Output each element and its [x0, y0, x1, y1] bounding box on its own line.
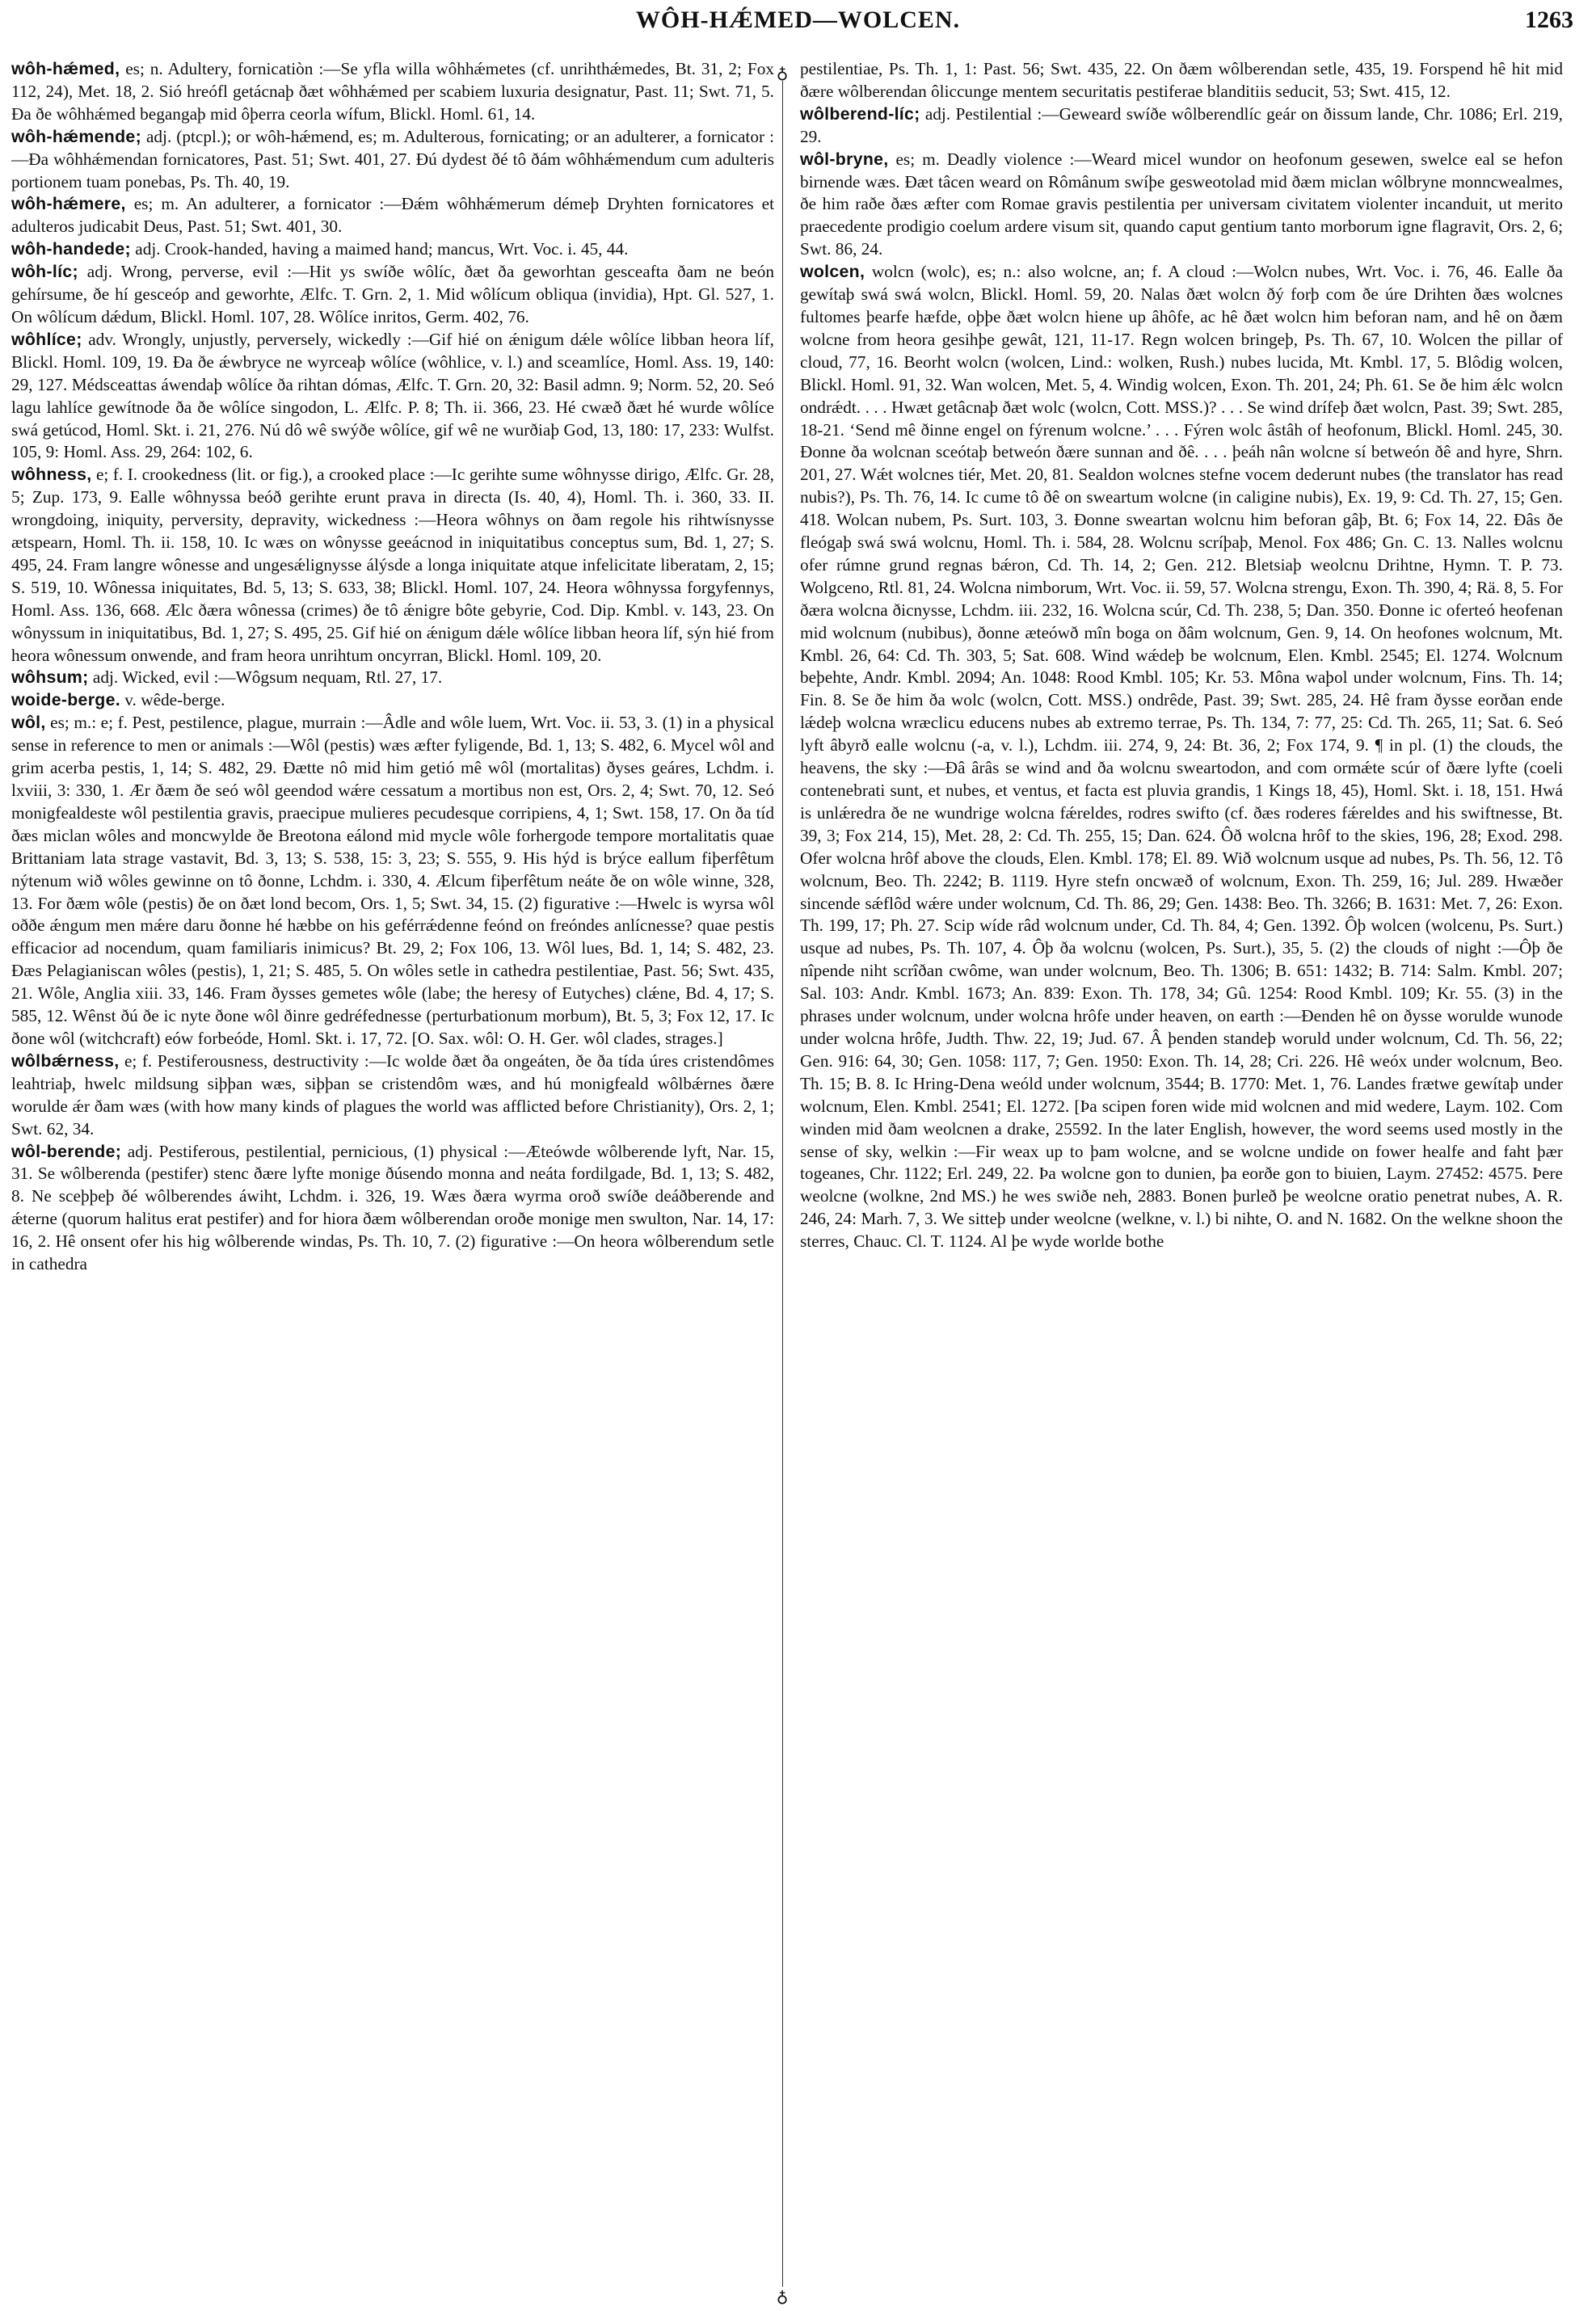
entry-body: adj. (ptcpl.); or wôh-hǽmend, es; m. Adulterous, fornicating; or an adulterer, a fornicator :—Ða wôhhǽmendan fornicatores, Past. 51; Swt. 401, 27. Ðú dydest ðé tô ðám wôhhǽmendum cum adulteris portionem tuam ponebas, Ps. Th. 40, 19.	[11, 126, 774, 192]
entry-headword: wôl-berende;	[11, 1141, 122, 1161]
entry-headword: wôhness,	[11, 465, 92, 485]
gutter-ornament-top: ♁	[773, 63, 791, 81]
entry-body: adj. Wicked, evil :—Wôgsum nequam, Rtl. 27, 17.	[88, 667, 443, 688]
dictionary-entry	[11, 464, 774, 667]
dictionary-entry	[11, 667, 774, 689]
entry-body: e; f. Pestiferousness, destructivity :—Ic wolde ðæt ða ongeáten, ðe ða tída úres cristendômes leahtriaþ, hwelc mildsung siþþan wæs, siþþan se cristendôm wæs, and hú monigfeald wôlbǽrnes ðære worulde ǽr ðam wæs (with how many kinds of plagues the world was afflicted before Christianity), Ors. 2, 1; Swt. 62, 34.	[11, 1050, 774, 1139]
page-header	[0, 0, 1596, 48]
running-head: WÔH-HǼMED—WOLCEN.	[635, 6, 961, 33]
dictionary-entry	[11, 261, 774, 329]
entry-body: adj. Wrong, perverse, evil :—Hit ys swíðe wôlíc, ðæt ða geworhtan gesceafta ðam ne beón gehírsume, ðe hí gesceóp and geworhte, Ælfc. T. Grn. 2, 1. Mid wôlícum obliqua (invidia), Hpt. Gl. 527, 1. On wôlícum dǽdum, Blickl. Homl. 107, 28. Wôlíce inritos, Germ. 402, 76.	[11, 262, 774, 326]
dictionary-entry	[11, 126, 774, 194]
entry-body: v. wêde-berge.	[120, 690, 225, 710]
column-divider	[782, 71, 783, 2301]
entry-headword: wôhsum;	[11, 667, 89, 688]
entry-headword: wôl-bryne,	[800, 149, 889, 169]
entry-body: adj. Pestilential :—Geweard swíðe wôlberendlíc geár on ðissum lande, Chr. 1086; Erl. 219, 29.	[800, 103, 1563, 146]
entry-body: adv. Wrongly, unjustly, perversely, wickedly :—Gif hié on ǽnigum dǽle wôlíce libban heora líf, Blickl. Homl. 109, 19. Ða ðe ǽwbryce ne wyrceaþ wôlíce (wôhlice, v. l.) and sceamlíce, Homl. Ass. 19, 140: 29, 127. Médsceattas áwendaþ wôlíce ða rihtan dómas, Ælfc. T. Grn. 20, 32: Basil admn. 9; Norm. 52, 20. Seó lagu lahlíce gewítnode ða ðe wôlíce singodon, L. Ælfc. P. 8; Th. ii. 366, 23. Hé cwæð ðæt hé wurde wôlíce swá getúcod, Homl. Skt. i. 21, 276. Nú dô wê swýðe wôlíce, gif wê ne wurðiaþ God, 13, 180: 17, 233: Wulfst. 105, 9: Homl. Ass. 29, 264: 102, 6.	[11, 329, 774, 462]
entry-body: es; m.: e; f. Pest, pestilence, plague, murrain :—Âdle and wôle luem, Wrt. Voc. ii. 53, 3. (1) in a physical sense in reference to men or animals :—Wôl (pestis) wæs æfter fyligende, Bd. 1, 13; S. 482, 6. Mycel wôl and grim acerba pestis, 1, 14; S. 482, 29. Ðætte nô mid him getió mê wôl (mortalitas) ðyses geáres, Lchdm. i. lxviii, 3: 330, 1. Ær ðæm ðe seó wôl geendod wǽre cessatum a mortibus non est, Ors. 2, 4; Swt. 70, 12. Seó monigfealdeste wôl pestilentia gravis, praecipue mulieres pecudesque corripiens, 4, 1; Swt. 158, 17. On ða tíd ðæs miclan wôles and moncwylde ðe Breotona eálond mid mycle wôle forhergode tempore mortalitatis quae Brittaniam lata strage vastavit, Bd. 3, 13; S. 538, 15: 3, 23; S. 555, 9. His hýd is brýce eallum fiþerfêtum nýtenum wið wôles gewinne on tô ðonne, Lchdm. i. 330, 4. Ælcum fiþerfêtum neáte ðe on wôle winne, 328, 13. For ðæm wôle (pestis) ðe on ðæt lond becom, Ors. 1, 5; Swt. 34, 15. (2) figurative :—Hwelc is wyrsa wôl oððe ǽngum men mǽre daru ðonne hé hæbbe on his geférrǽdenne feónd on freóndes anlícnesse? quae pestis efficacior ad nocendum, quam familiaris inimicus? Bt. 29, 2; Fox 106, 13. Wôl lues, Bd. 1, 14; S. 482, 23. Ðæs Pelagianiscan wôles (pestis), 1, 21; S. 485, 5. On wôles setle in cathedra pestilentiae, Past. 56; Swt. 435, 21. Wôle, Anglia xiii. 33, 146. Fram ðysses gemetes wôle (labe; the heresy of Eutyches) clǽne, Bd. 4, 17; S. 585, 12. Wênst ðú ðe ic nyte ðone wôl ðinre gedréfednesse (perturbationum morbum), Bt. 5, 3; Fox 12, 17. Ic ðone wôl (witchcraft) eów forbeóde, Homl. Skt. i. 17, 72. [O. Sax. wôl: O. H. Ger. wôl clades, strages.]	[11, 713, 774, 1048]
entry-body: es; m. An adulterer, a fornicator :—Ðǽm wôhhǽmerum démeþ Dryhten fornicatores et adulteros judicabit Deus, Past. 51; Swt. 401, 30.	[11, 194, 774, 237]
entry-body: pestilentiae, Ps. Th. 1, 1: Past. 56; Swt. 435, 22. On ðæm wôlberendan setle, 435, 19. Forspend hê hit mid ðære wôlberendan ôliccunge mentem securitatis pestiferae blanditiis seducit, 53; Swt. 415, 12.	[800, 59, 1563, 101]
entry-body: es; m. Deadly violence :—Weard micel wundor on heofonum gesewen, swelce eal se hefon birnende wæs. Ðæt tâcen weard on Rômânum swíþe gesweotolad mid ðæm miclan wôlbryne monncwealmes, ðe him raðe ðæs æfter com Romae gravis pestilentia per universam civitatem violenter incanduit, ut merito praecedente prodigio coelum ardere visum sit, quando caput gentium tanto morborum igne flagravit, Ors. 2, 6; Swt. 86, 24.	[800, 149, 1563, 259]
entry-headword: wôl,	[11, 713, 46, 733]
left-column	[11, 58, 774, 2296]
entry-headword: wôh-handede;	[11, 239, 131, 259]
entry-headword: wôlberend-líc;	[800, 103, 920, 124]
right-column	[800, 58, 1563, 2296]
dictionary-entry	[11, 689, 774, 712]
entry-headword: wôhlíce;	[11, 329, 82, 349]
dictionary-entry	[800, 261, 1563, 1253]
dictionary-entry	[800, 103, 1563, 149]
entry-headword: wôh-líc;	[11, 262, 78, 282]
entry-headword: wolcen,	[800, 262, 865, 282]
entry-body: es; n. Adultery, fornicatiòn :—Se yfla willa wôhhǽmetes (cf. unrihthǽmedes, Bt. 31, 2; Fox 112, 24), Met. 18, 2. Sió hreófl getácnaþ ðæt wôhhǽmed per scabiem luxuria designatur, Past. 11; Swt. 71, 5. Ða ðe wôhhǽmed begangaþ mid ôþerra ceorla wífum, Blickl. Homl. 61, 14.	[11, 59, 774, 124]
entry-headword: wôh-hǽmere,	[11, 194, 126, 214]
entry-headword: wôh-hǽmende;	[11, 126, 141, 146]
dictionary-entry	[11, 1050, 774, 1141]
entry-headword: wôlbǽrness,	[11, 1050, 120, 1071]
entry-body: adj. Crook-handed, having a maimed hand; mancus, Wrt. Voc. i. 45, 44.	[130, 239, 629, 259]
gutter-ornament-bottom: ♁	[773, 2287, 791, 2305]
entry-headword: wôh-hǽmed,	[11, 59, 120, 78]
entry-body: wolcn (wolc), es; n.: also wolcne, an; f. A cloud :—Wolcn nubes, Wrt. Voc. i. 76, 46. Ealle ða gewítaþ swá swá wolcn, Blickl. Homl. 59, 20. Nalas ðæt wolcn ðý forþ com ðe úre Drihten ðæs wolcnes fultomes þearfe hæfde, oþþe ðæt wolcn hiene up âhôfe, ac hê ðæt wolcn him beforan nam, and hê on ðæm wolcne from heora gesihþe gewât, 121, 11-17. Regn wolcen bringeþ, Ps. Th. 67, 10. Wolcen the pillar of cloud, 77, 16. Beorht wolcn (wolcen, Lind.: wolken, Rush.) nubes lucida, Mt. Kmbl. 17, 5. Blôdig wolcen, Blickl. Homl. 91, 32. Wan wolcen, Met. 5, 4. Windig wolcen, Exon. Th. 201, 24; Ph. 61. Se ðe him ǽlc wolcn ondrǽdt. . . . Hwæt getâcnaþ ðæt wolc (wolcn, Cott. MSS.)? . . . Se wind drífeþ ðæt wolcn, Past. 39; Swt. 285, 18-21. ‘Send mê ðinne engel on fýrenum wolcne.’ . . . Fýren wolc âstâh of heofonum, Blickl. Homl. 245, 30. Ðonne ða wolcnan sceótaþ betweón ðære sunnan and ðê. . . . þeáh nân wolcne sí betweón ðê and hyre, Shrn. 201, 27. Wǽt wolcnes tiér, Met. 20, 81. Sealdon wolcnes stefne vocem dederunt nubes (the translator has read nubis?), Ps. Th. 76, 14. Ic cume tô ðê on sweartum wolcne (in caligine nubis), Ex. 19, 9: Cd. Th. 27, 15; Gen. 418. Wolcan nubem, Ps. Surt. 103, 3. Ðonne sweartan wolcnu him beforan gâþ, Bt. 6; Fox 14, 22. Ðâs ðe fleógaþ swá swá wolcnu, Homl. Th. i. 584, 28. Wolcnu scríþaþ, Menol. Fox 486; Gn. C. 13. Nalles wolcnu ofer rúmne grund regnas bǽron, Cd. Th. 14, 2; Gen. 212. Bletsiaþ weolcnu Drihtne, Hymn. T. P. 73. Wolgceno, Rtl. 81, 24. Wolcna nimborum, Wrt. Voc. ii. 59, 57. Wolcna strengu, Exon. Th. 390, 4; Rä. 8, 5. For ðæra wolcna ðicnysse, Lchdm. iii. 232, 16. Wolcna scúr, Cd. Th. 238, 5; Dan. 350. Ðonne ic oferteó heofenan mid wolcnum (nubibus), ðonne æteówð mîn boga on ðâm wolcnum, Gen. 9, 14. On heofones wolcnum, Mt. Kmbl. 26, 64: Cd. Th. 303, 5; Sat. 608. Wind wǽdeþ be wolcnum, Elen. Kmbl. 2545; El. 1274. Wolcnum beþehte, Andr. Kmbl. 2094; An. 1048: Rood Kmbl. 105; Kr. 53. Môna waþol under wolcnum, Fins. Th. 14; Fin. 8. Se ðe him ða wolc (wolcn, Cott. MSS.) ondrêde, Past. 39; Swt. 285, 24. Hê fram ðysse eorðan ende lǽdeþ wolcna wræclicu educens nubes ab extremo terrae, Ps. Th. 134, 7: 77, 25: Cd. Th. 265, 11; Sat. 6. Seó lyft âbyrð ealle wolcnu (-a, v. l.), Lchdm. iii. 274, 9, 24: Bt. 36, 2; Fox 174, 9. ¶ in pl. (1) the clouds, the heavens, the sky :—Ðâ ârâs se wind and ða wolcnu sweartodon, and com ormǽte scúr of ðære lyfte (coeli contenebrati sunt, et nubes, et ventus, et facta est pluvia grandis, 1 Kings 18, 45), Homl. Skt. i. 18, 151. Hwá is unlǽredra ðe ne wundrige wolcna fǽreldes, rodres swifto (cf. ðæs roderes fǽreldes and his swiftnesse, Bt. 39, 3; Fox 214, 15), Met. 28, 2: Cd. Th. 255, 15; Dan. 624. Ôð wolcna hrôf to the skies, 196, 28; Exod. 298. Ofer wolcna hrôf above the clouds, Elen. Kmbl. 178; El. 89. Wið wolcnum usque ad nubes, Ps. Th. 56, 12. Tô wolcnum, Beo. Th. 2242; B. 1119. Hyre stefn oncwæð of wolcnum, Exon. Th. 259, 16; Jul. 289. Hwæðer sincende sǽflôd wǽre under wolcnum, Cd. Th. 86, 29; Gen. 1438: Beo. Th. 3266; B. 1631: Met. 7, 26: Exon. Th. 199, 17; Ph. 27. Scip wíde râd wolcnum under, Cd. Th. 84, 4; Gen. 1392. Ôþ wolcen (wolcenu, Ps. Surt.) usque ad nubes, Ps. Th. 107, 4. Ôþ ða wolcnu (wolcen, Ps. Surt.), 35, 5. (2) the clouds of night :—Ôþ ðe nîpende niht scrîðan cwôme, wan under wolcnum, Beo. Th. 1306; B. 651: 1432; B. 714: Salm. Kmbl. 207; Sal. 103: Andr. Kmbl. 1673; An. 839: Exon. Th. 178, 34; Gû. 1254: Rood Kmbl. 109; Kr. 55. (3) in the phrases under wolcnum, under wolcna hrôfe under heaven, on earth :—Ðenden hê on ðysse worulde wunode under wolcna hrôfe, Judth. Thw. 22, 19; Jud. 67. Â þenden standeþ woruld under wolcnum, Cd. Th. 56, 22; Gen. 916: 64, 30; Gen. 1058: 117, 7; Gen. 1950: Exon. Th. 14, 28; Cri. 226. Hê weóx under wolcnum, Beo. Th. 15; B. 8. Ic Hring-Dena weóld under wolcnum, 3544; B. 1770: Met. 1, 76. Landes frætwe gewítaþ under wolcnum, Elen. Kmbl. 2541; El. 1272. [Þa scipen foren wide mid wolcnen and mid wedere, Laym. 102. Com winden mid ðam weolcnen a drake, 25592. In the later English, however, the word seems used mostly in the sense of sky, welkin :—Fir weax up to þam wolcne, and se wolcne undide on fower healfe and faht þær togeanes, Chr. 1122; Erl. 249, 22. Þa wolcne gon to dunien, þa eorðe gon to biuien, Laym. 27452: 4575. Þere weolcne (wolkne, 2nd MS.) he wes swiðe neh, 2883. Bonen þurleð þe weolcne oratio penetrat nubes, A. R. 246, 24: Marh. 7, 3. We sitteþ under weolcne (welkne, v. l.) bi nihte, O. and N. 1682. On the welkne shoon the sterres, Chauc. Cl. T. 1124. Al þe wyde worlde bothe	[800, 262, 1563, 1252]
page-number: 1263	[1525, 6, 1573, 33]
dictionary-entry	[11, 329, 774, 464]
dictionary-entry	[11, 238, 774, 261]
dictionary-entry	[11, 58, 774, 126]
dictionary-entry	[11, 712, 774, 1050]
entry-body: e; f. I. crookedness (lit. or fig.), a crooked place :—Ic gerihte sume wôhnysse dirigo, Ælfc. Gr. 28, 5; Zup. 173, 9. Ealle wôhnyssa beóð gerihte erunt prava in directa (Is. 40, 4), Homl. Th. i. 360, 33. II. wrongdoing, iniquity, perversity, depravity, wickedness :—Heora wôhnys on ðam regole his rihtwísnysse ætspearn, Homl. Th. ii. 158, 10. Ic wæs on wônysse geeácnod in iniquitatibus conceptus sum, Bd. 1, 27; S. 495, 24. Fram langre wônesse and ungesǽlignysse álýsde a longa iniquitate atque infelicitate liberatam, 2, 15; S. 519, 10. Wônessa iniquitates, Bd. 5, 13; S. 633, 38; Blickl. Homl. 107, 24. Heora wôhnyssa forgyfennys, Homl. Ass. 136, 668. Ælc ðæra wônessa (crimes) ðe tô ǽnigre bôte gebyrie, Cod. Dip. Kmbl. v. 143, 23. On wônyssum in iniquitatibus, Bd. 1, 27; S. 495, 25. Gif hié on ǽnigum dǽle wôlíce libban heora líf, sýn hié from heora wônessum onwende, and fram heora unrihtum oncyrran, Blickl. Homl. 109, 20.	[11, 465, 774, 665]
dictionary-entry	[11, 1141, 774, 1276]
dictionary-entry	[11, 193, 774, 238]
dictionary-entry	[800, 58, 1563, 103]
entry-body: adj. Pestiferous, pestilential, pernicious, (1) physical :—Æteówde wôlberende lyft, Nar. 15, 31. Se wôlberenda (pestifer) stenc ðære lyfte monige ðúsendo monna and neáta fordilgade, Bd. 1, 13; S. 482, 8. Ne sceþþeþ ðé wôlberendes áwiht, Lchdm. i. 326, 19. Wæs ðæra wyrma oroð swíðe deáðberende and ǽterne (quorum halitus erat pestifer) and for hiora ðæm wôlberendan oroðe monige men swulton, Nar. 14, 17: 16, 2. Hê onsent ofer his hig wôlberende windas, Ps. Th. 10, 7. (2) figurative :—On heora wôlberendum setle in cathedra	[11, 1141, 774, 1274]
dictionary-entry	[800, 149, 1563, 262]
entry-headword: woide-berge.	[11, 690, 120, 710]
